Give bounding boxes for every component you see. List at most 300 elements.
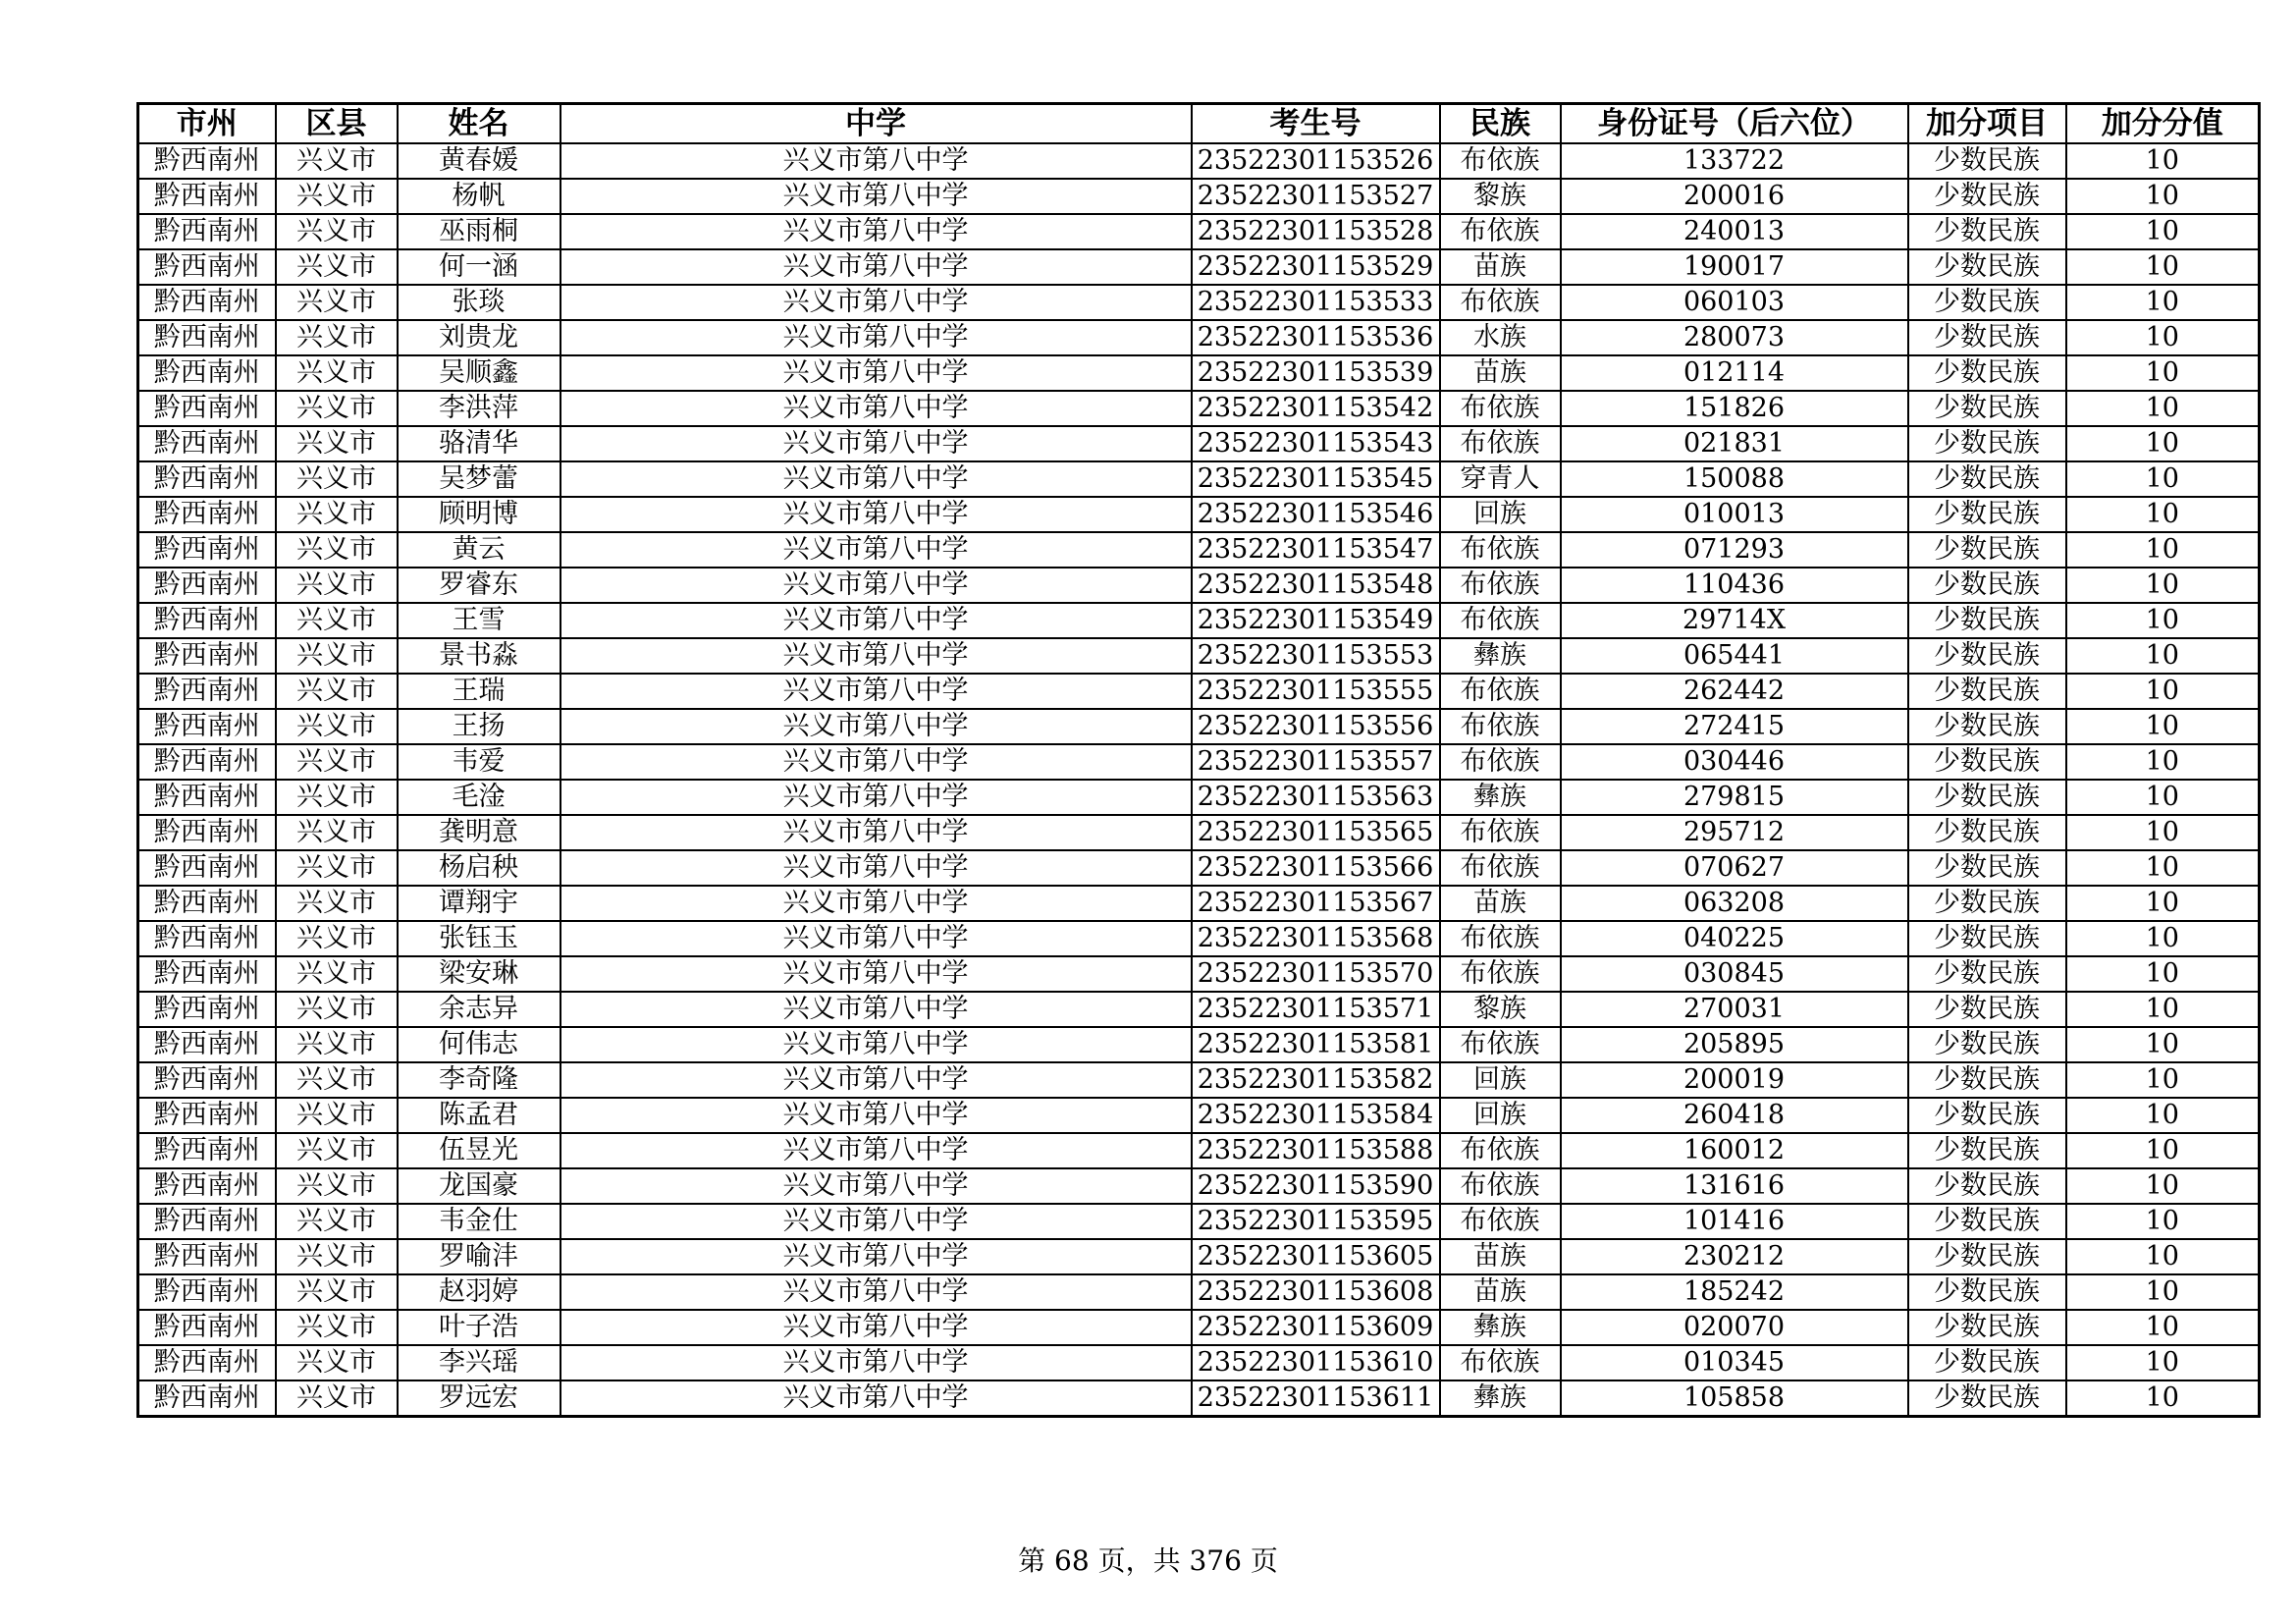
table-header-row [138, 104, 2260, 144]
table-row [138, 674, 2260, 709]
cell-bonus-score: 10 [2066, 532, 2260, 568]
cell-school: 兴义市第八中学 [561, 426, 1192, 461]
table-row [138, 1062, 2260, 1098]
cell-exam-number: 23522301153526 [1192, 143, 1440, 179]
cell-bonus-item: 少数民族 [1908, 815, 2066, 850]
cell-bonus-score: 10 [2066, 674, 2260, 709]
cell-bonus-item: 少数民族 [1908, 1345, 2066, 1380]
cell-school: 兴义市第八中学 [561, 391, 1192, 426]
cell-name: 韦金仕 [398, 1204, 561, 1239]
cell-county: 兴义市 [276, 850, 398, 886]
cell-bonus-score: 10 [2066, 815, 2260, 850]
cell-bonus-score: 10 [2066, 1133, 2260, 1168]
cell-bonus-score: 10 [2066, 1310, 2260, 1345]
table-row [138, 1239, 2260, 1274]
cell-school: 兴义市第八中学 [561, 461, 1192, 497]
cell-bonus-score: 10 [2066, 1027, 2260, 1062]
cell-city: 黔西南州 [138, 1168, 276, 1204]
cell-school: 兴义市第八中学 [561, 320, 1192, 355]
cell-id-last-six: 151826 [1561, 391, 1908, 426]
table-row [138, 426, 2260, 461]
cell-bonus-score: 10 [2066, 638, 2260, 674]
cell-bonus-score: 10 [2066, 1380, 2260, 1417]
cell-county: 兴义市 [276, 1204, 398, 1239]
cell-bonus-score: 10 [2066, 709, 2260, 744]
cell-name: 毛淦 [398, 780, 561, 815]
cell-exam-number: 23522301153563 [1192, 780, 1440, 815]
cell-ethnicity: 苗族 [1440, 1274, 1561, 1310]
cell-city: 黔西南州 [138, 1239, 276, 1274]
cell-city: 黔西南州 [138, 568, 276, 603]
cell-exam-number: 23522301153570 [1192, 956, 1440, 992]
cell-bonus-score: 10 [2066, 1204, 2260, 1239]
cell-id-last-six: 010345 [1561, 1345, 1908, 1380]
cell-ethnicity: 水族 [1440, 320, 1561, 355]
cell-county: 兴义市 [276, 426, 398, 461]
cell-bonus-score: 10 [2066, 780, 2260, 815]
cell-exam-number: 23522301153555 [1192, 674, 1440, 709]
cell-city: 黔西南州 [138, 921, 276, 956]
cell-bonus-item: 少数民族 [1908, 285, 2066, 320]
table-row [138, 1098, 2260, 1133]
cell-bonus-score: 10 [2066, 744, 2260, 780]
cell-school: 兴义市第八中学 [561, 214, 1192, 249]
cell-city: 黔西南州 [138, 1380, 276, 1417]
cell-city: 黔西南州 [138, 1204, 276, 1239]
cell-school: 兴义市第八中学 [561, 956, 1192, 992]
cell-bonus-item: 少数民族 [1908, 1204, 2066, 1239]
table-row [138, 391, 2260, 426]
cell-city: 黔西南州 [138, 1274, 276, 1310]
cell-school: 兴义市第八中学 [561, 780, 1192, 815]
cell-bonus-score: 10 [2066, 921, 2260, 956]
cell-exam-number: 23522301153539 [1192, 355, 1440, 391]
cell-bonus-item: 少数民族 [1908, 674, 2066, 709]
cell-exam-number: 23522301153605 [1192, 1239, 1440, 1274]
cell-bonus-item: 少数民族 [1908, 461, 2066, 497]
table-row [138, 815, 2260, 850]
cell-city: 黔西南州 [138, 1062, 276, 1098]
cell-id-last-six: 280073 [1561, 320, 1908, 355]
cell-exam-number: 23522301153542 [1192, 391, 1440, 426]
cell-name: 伍昱光 [398, 1133, 561, 1168]
cell-school: 兴义市第八中学 [561, 1380, 1192, 1417]
cell-city: 黔西南州 [138, 285, 276, 320]
cell-exam-number: 23522301153533 [1192, 285, 1440, 320]
table-row [138, 355, 2260, 391]
cell-school: 兴义市第八中学 [561, 1062, 1192, 1098]
cell-ethnicity: 布依族 [1440, 709, 1561, 744]
cell-city: 黔西南州 [138, 638, 276, 674]
cell-name: 刘贵龙 [398, 320, 561, 355]
cell-school: 兴义市第八中学 [561, 1345, 1192, 1380]
cell-name: 杨启秧 [398, 850, 561, 886]
cell-county: 兴义市 [276, 638, 398, 674]
cell-bonus-item: 少数民族 [1908, 214, 2066, 249]
cell-bonus-item: 少数民族 [1908, 1098, 2066, 1133]
cell-ethnicity: 布依族 [1440, 850, 1561, 886]
cell-ethnicity: 布依族 [1440, 568, 1561, 603]
cell-name: 龙国豪 [398, 1168, 561, 1204]
cell-school: 兴义市第八中学 [561, 674, 1192, 709]
cell-ethnicity: 黎族 [1440, 992, 1561, 1027]
cell-bonus-item: 少数民族 [1908, 603, 2066, 638]
column-header-county: 区县 [276, 104, 398, 144]
cell-id-last-six: 270031 [1561, 992, 1908, 1027]
cell-bonus-score: 10 [2066, 1168, 2260, 1204]
cell-id-last-six: 101416 [1561, 1204, 1908, 1239]
cell-name: 杨帆 [398, 179, 561, 214]
cell-id-last-six: 065441 [1561, 638, 1908, 674]
cell-name: 龚明意 [398, 815, 561, 850]
cell-city: 黔西南州 [138, 709, 276, 744]
cell-name: 吴梦蕾 [398, 461, 561, 497]
cell-exam-number: 23522301153611 [1192, 1380, 1440, 1417]
cell-city: 黔西南州 [138, 249, 276, 285]
cell-county: 兴义市 [276, 1133, 398, 1168]
cell-bonus-item: 少数民族 [1908, 1274, 2066, 1310]
cell-ethnicity: 苗族 [1440, 355, 1561, 391]
table-body [138, 143, 2260, 1417]
cell-ethnicity: 布依族 [1440, 426, 1561, 461]
cell-county: 兴义市 [276, 1098, 398, 1133]
cell-ethnicity: 黎族 [1440, 179, 1561, 214]
cell-ethnicity: 布依族 [1440, 1204, 1561, 1239]
cell-ethnicity: 布依族 [1440, 214, 1561, 249]
cell-id-last-six: 110436 [1561, 568, 1908, 603]
cell-city: 黔西南州 [138, 461, 276, 497]
cell-bonus-item: 少数民族 [1908, 992, 2066, 1027]
cell-ethnicity: 布依族 [1440, 532, 1561, 568]
cell-ethnicity: 苗族 [1440, 1239, 1561, 1274]
cell-city: 黔西南州 [138, 850, 276, 886]
cell-county: 兴义市 [276, 1027, 398, 1062]
cell-school: 兴义市第八中学 [561, 744, 1192, 780]
cell-exam-number: 23522301153581 [1192, 1027, 1440, 1062]
cell-school: 兴义市第八中学 [561, 1168, 1192, 1204]
cell-ethnicity: 布依族 [1440, 391, 1561, 426]
cell-id-last-six: 020070 [1561, 1310, 1908, 1345]
cell-bonus-score: 10 [2066, 1274, 2260, 1310]
cell-ethnicity: 苗族 [1440, 886, 1561, 921]
cell-bonus-item: 少数民族 [1908, 1310, 2066, 1345]
cell-name: 王扬 [398, 709, 561, 744]
cell-id-last-six: 190017 [1561, 249, 1908, 285]
page-footer: 第 68 页，共 376 页 [1018, 1544, 1278, 1577]
cell-bonus-score: 10 [2066, 249, 2260, 285]
cell-city: 黔西南州 [138, 603, 276, 638]
cell-city: 黔西南州 [138, 1310, 276, 1345]
cell-id-last-six: 105858 [1561, 1380, 1908, 1417]
cell-county: 兴义市 [276, 1239, 398, 1274]
cell-school: 兴义市第八中学 [561, 1027, 1192, 1062]
cell-name: 余志异 [398, 992, 561, 1027]
cell-county: 兴义市 [276, 921, 398, 956]
cell-exam-number: 23522301153571 [1192, 992, 1440, 1027]
cell-city: 黔西南州 [138, 426, 276, 461]
cell-exam-number: 23522301153608 [1192, 1274, 1440, 1310]
cell-city: 黔西南州 [138, 143, 276, 179]
cell-bonus-item: 少数民族 [1908, 1239, 2066, 1274]
cell-exam-number: 23522301153528 [1192, 214, 1440, 249]
cell-id-last-six: 030845 [1561, 956, 1908, 992]
table-row [138, 850, 2260, 886]
table-row [138, 709, 2260, 744]
cell-bonus-score: 10 [2066, 214, 2260, 249]
cell-county: 兴义市 [276, 992, 398, 1027]
cell-exam-number: 23522301153548 [1192, 568, 1440, 603]
cell-ethnicity: 布依族 [1440, 674, 1561, 709]
cell-bonus-score: 10 [2066, 285, 2260, 320]
cell-city: 黔西南州 [138, 532, 276, 568]
table-row [138, 285, 2260, 320]
cell-county: 兴义市 [276, 568, 398, 603]
cell-bonus-score: 10 [2066, 886, 2260, 921]
cell-bonus-item: 少数民族 [1908, 921, 2066, 956]
cell-exam-number: 23522301153582 [1192, 1062, 1440, 1098]
cell-county: 兴义市 [276, 780, 398, 815]
cell-id-last-six: 131616 [1561, 1168, 1908, 1204]
cell-bonus-item: 少数民族 [1908, 850, 2066, 886]
cell-bonus-score: 10 [2066, 992, 2260, 1027]
cell-county: 兴义市 [276, 1274, 398, 1310]
cell-id-last-six: 133722 [1561, 143, 1908, 179]
cell-city: 黔西南州 [138, 1098, 276, 1133]
cell-county: 兴义市 [276, 1062, 398, 1098]
cell-exam-number: 23522301153595 [1192, 1204, 1440, 1239]
table-row [138, 1345, 2260, 1380]
cell-ethnicity: 布依族 [1440, 1133, 1561, 1168]
cell-school: 兴义市第八中学 [561, 143, 1192, 179]
cell-bonus-item: 少数民族 [1908, 426, 2066, 461]
cell-bonus-item: 少数民族 [1908, 956, 2066, 992]
table-row [138, 780, 2260, 815]
cell-school: 兴义市第八中学 [561, 886, 1192, 921]
cell-county: 兴义市 [276, 1345, 398, 1380]
cell-county: 兴义市 [276, 815, 398, 850]
cell-school: 兴义市第八中学 [561, 532, 1192, 568]
cell-bonus-item: 少数民族 [1908, 744, 2066, 780]
cell-county: 兴义市 [276, 391, 398, 426]
cell-exam-number: 23522301153545 [1192, 461, 1440, 497]
cell-ethnicity: 布依族 [1440, 1345, 1561, 1380]
cell-school: 兴义市第八中学 [561, 1239, 1192, 1274]
cell-school: 兴义市第八中学 [561, 285, 1192, 320]
cell-exam-number: 23522301153584 [1192, 1098, 1440, 1133]
cell-id-last-six: 010013 [1561, 497, 1908, 532]
cell-city: 黔西南州 [138, 179, 276, 214]
cell-county: 兴义市 [276, 249, 398, 285]
cell-county: 兴义市 [276, 532, 398, 568]
cell-id-last-six: 260418 [1561, 1098, 1908, 1133]
cell-city: 黔西南州 [138, 391, 276, 426]
cell-bonus-item: 少数民族 [1908, 1062, 2066, 1098]
cell-exam-number: 23522301153566 [1192, 850, 1440, 886]
cell-county: 兴义市 [276, 497, 398, 532]
cell-exam-number: 23522301153527 [1192, 179, 1440, 214]
cell-id-last-six: 030446 [1561, 744, 1908, 780]
table-row [138, 249, 2260, 285]
cell-bonus-item: 少数民族 [1908, 638, 2066, 674]
cell-ethnicity: 布依族 [1440, 1168, 1561, 1204]
cell-school: 兴义市第八中学 [561, 709, 1192, 744]
cell-city: 黔西南州 [138, 320, 276, 355]
cell-city: 黔西南州 [138, 992, 276, 1027]
cell-bonus-score: 10 [2066, 320, 2260, 355]
cell-bonus-item: 少数民族 [1908, 532, 2066, 568]
cell-name: 韦爱 [398, 744, 561, 780]
cell-exam-number: 23522301153536 [1192, 320, 1440, 355]
cell-ethnicity: 回族 [1440, 1062, 1561, 1098]
cell-bonus-score: 10 [2066, 391, 2260, 426]
cell-id-last-six: 240013 [1561, 214, 1908, 249]
cell-city: 黔西南州 [138, 214, 276, 249]
cell-county: 兴义市 [276, 603, 398, 638]
cell-exam-number: 23522301153547 [1192, 532, 1440, 568]
cell-name: 王瑞 [398, 674, 561, 709]
cell-county: 兴义市 [276, 744, 398, 780]
cell-school: 兴义市第八中学 [561, 249, 1192, 285]
cell-city: 黔西南州 [138, 780, 276, 815]
cell-county: 兴义市 [276, 886, 398, 921]
cell-city: 黔西南州 [138, 744, 276, 780]
cell-county: 兴义市 [276, 1310, 398, 1345]
cell-bonus-score: 10 [2066, 1345, 2260, 1380]
cell-name: 叶子浩 [398, 1310, 561, 1345]
cell-name: 陈孟君 [398, 1098, 561, 1133]
table-row [138, 1133, 2260, 1168]
cell-ethnicity: 穿青人 [1440, 461, 1561, 497]
cell-id-last-six: 185242 [1561, 1274, 1908, 1310]
cell-exam-number: 23522301153557 [1192, 744, 1440, 780]
cell-ethnicity: 布依族 [1440, 815, 1561, 850]
table-row [138, 992, 2260, 1027]
cell-name: 黄春媛 [398, 143, 561, 179]
cell-ethnicity: 布依族 [1440, 143, 1561, 179]
cell-id-last-six: 279815 [1561, 780, 1908, 815]
cell-ethnicity: 彝族 [1440, 780, 1561, 815]
cell-exam-number: 23522301153556 [1192, 709, 1440, 744]
cell-name: 李洪萍 [398, 391, 561, 426]
table-row [138, 956, 2260, 992]
cell-name: 巫雨桐 [398, 214, 561, 249]
cell-exam-number: 23522301153546 [1192, 497, 1440, 532]
cell-school: 兴义市第八中学 [561, 497, 1192, 532]
cell-bonus-item: 少数民族 [1908, 249, 2066, 285]
cell-exam-number: 23522301153567 [1192, 886, 1440, 921]
table-row [138, 886, 2260, 921]
cell-city: 黔西南州 [138, 886, 276, 921]
score-bonus-table [136, 102, 2261, 1418]
cell-bonus-item: 少数民族 [1908, 391, 2066, 426]
table-row [138, 921, 2260, 956]
cell-name: 张琰 [398, 285, 561, 320]
cell-city: 黔西南州 [138, 1345, 276, 1380]
cell-name: 谭翔宇 [398, 886, 561, 921]
cell-ethnicity: 回族 [1440, 1098, 1561, 1133]
cell-name: 梁安琳 [398, 956, 561, 992]
table-row [138, 1168, 2260, 1204]
table-row [138, 568, 2260, 603]
cell-id-last-six: 200019 [1561, 1062, 1908, 1098]
cell-id-last-six: 012114 [1561, 355, 1908, 391]
cell-ethnicity: 布依族 [1440, 1027, 1561, 1062]
cell-school: 兴义市第八中学 [561, 1204, 1192, 1239]
cell-county: 兴义市 [276, 143, 398, 179]
cell-ethnicity: 苗族 [1440, 249, 1561, 285]
cell-bonus-score: 10 [2066, 426, 2260, 461]
table-row [138, 1204, 2260, 1239]
cell-school: 兴义市第八中学 [561, 1310, 1192, 1345]
table-row [138, 214, 2260, 249]
cell-bonus-item: 少数民族 [1908, 497, 2066, 532]
cell-school: 兴义市第八中学 [561, 1133, 1192, 1168]
column-header-ethnicity: 民族 [1440, 104, 1561, 144]
table-row [138, 143, 2260, 179]
cell-name: 赵羽婷 [398, 1274, 561, 1310]
cell-id-last-six: 200016 [1561, 179, 1908, 214]
table-row [138, 1380, 2260, 1417]
cell-id-last-six: 295712 [1561, 815, 1908, 850]
cell-county: 兴义市 [276, 285, 398, 320]
cell-county: 兴义市 [276, 674, 398, 709]
cell-id-last-six: 071293 [1561, 532, 1908, 568]
cell-id-last-six: 29714X [1561, 603, 1908, 638]
cell-name: 李兴瑶 [398, 1345, 561, 1380]
cell-ethnicity: 彝族 [1440, 1310, 1561, 1345]
cell-bonus-score: 10 [2066, 603, 2260, 638]
cell-name: 黄云 [398, 532, 561, 568]
table-row [138, 497, 2260, 532]
table-row [138, 179, 2260, 214]
cell-city: 黔西南州 [138, 355, 276, 391]
table-row [138, 532, 2260, 568]
cell-bonus-item: 少数民族 [1908, 143, 2066, 179]
cell-county: 兴义市 [276, 355, 398, 391]
cell-ethnicity: 布依族 [1440, 603, 1561, 638]
column-header-id-last-six: 身份证号（后六位） [1561, 104, 1908, 144]
cell-exam-number: 23522301153568 [1192, 921, 1440, 956]
cell-exam-number: 23522301153588 [1192, 1133, 1440, 1168]
cell-bonus-score: 10 [2066, 850, 2260, 886]
cell-ethnicity: 布依族 [1440, 921, 1561, 956]
cell-name: 何伟志 [398, 1027, 561, 1062]
cell-exam-number: 23522301153543 [1192, 426, 1440, 461]
column-header-city: 市州 [138, 104, 276, 144]
column-header-school: 中学 [561, 104, 1192, 144]
cell-county: 兴义市 [276, 461, 398, 497]
table-row [138, 638, 2260, 674]
cell-bonus-score: 10 [2066, 1239, 2260, 1274]
cell-exam-number: 23522301153529 [1192, 249, 1440, 285]
cell-school: 兴义市第八中学 [561, 992, 1192, 1027]
cell-name: 罗喻沣 [398, 1239, 561, 1274]
cell-ethnicity: 回族 [1440, 497, 1561, 532]
column-header-bonus-score: 加分分值 [2066, 104, 2260, 144]
cell-name: 李奇隆 [398, 1062, 561, 1098]
cell-name: 罗睿东 [398, 568, 561, 603]
cell-bonus-item: 少数民族 [1908, 780, 2066, 815]
cell-school: 兴义市第八中学 [561, 921, 1192, 956]
cell-bonus-item: 少数民族 [1908, 1380, 2066, 1417]
cell-ethnicity: 彝族 [1440, 638, 1561, 674]
cell-name: 顾明博 [398, 497, 561, 532]
cell-ethnicity: 布依族 [1440, 956, 1561, 992]
cell-id-last-six: 230212 [1561, 1239, 1908, 1274]
cell-name: 张钰玉 [398, 921, 561, 956]
table-row [138, 1310, 2260, 1345]
cell-ethnicity: 布依族 [1440, 744, 1561, 780]
